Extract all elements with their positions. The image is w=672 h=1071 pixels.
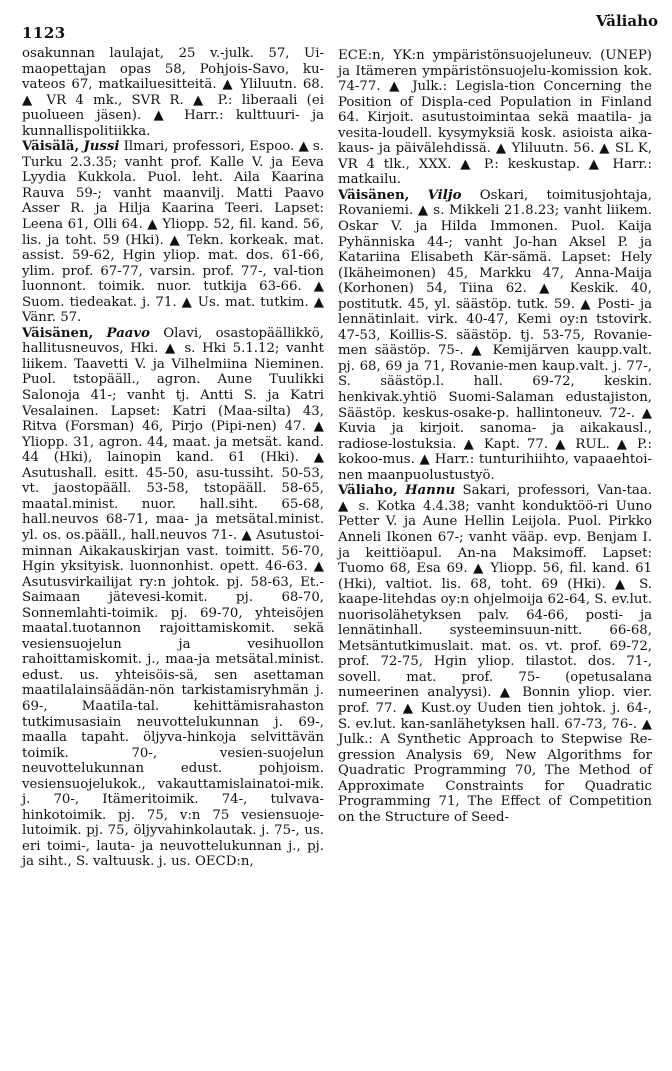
entry-valiaho-hannu xyxy=(338,483,652,825)
running-head: Väliaho xyxy=(595,12,658,30)
right-column xyxy=(338,48,652,825)
entry-callname: Hannu xyxy=(404,483,456,499)
entry-text: Sakari, professori, Van-taa. ▲ s. Kotka 4.4.38; vanht konduktöö-ri Uuno Petter V. ja Aune Hellin Leijola. Puol. Pirkko Anneli Ikonen 67-; vanht vääp. evp. Benjam I. ja keittiöapul. An-na Maksimoff. Lapset: Tuomo 68, Esa 69. ▲ Yliopp. 56, fil. kand. 61 (Hki), valtiot. lis. 68, toht. 69 (Hki). ▲ S. kaape-litehdas oy:n ohjelmoija 62-64, S. ev.lut. nuorisolähetyksen palv. 64-66, posti- ja lennätinhall. systeeminsuun-nitt. 66-68, Metsäntutkimuslait. mat. os. vt. prof. 69-72, prof. 72-75, Hgin yliop. tilastot. dos. 71-, sovell. mat. prof. 75- (opetusalana numeerinen analyysi). ▲ Bonnin yliop. vier. prof. 77. ▲ Kust.oy Uuden tien johtok. j. 64-, S. ev.lut. kan-sanlähetyksen hall. 67-73, 76-. ▲ Julk.: A Synthetic Approach to Stepwise Re-gression Analysis 69, New Algorithms for Quadratic Programming 70, The Method of Approximate Constraints for Quadratic Programming 71, The Effect of Competition on the Structure of Seed- xyxy=(338,483,653,825)
entry-vaisanen-viljo xyxy=(338,188,652,483)
entry-callname: Paavo xyxy=(106,325,151,341)
entry-surname: Väliaho, xyxy=(338,483,398,499)
left-column xyxy=(22,46,324,870)
entry-text: Ilmari, professori, Espoo. ▲ s. Turku 2.3.35; vanht prof. Kalle V. ja Eeva Lyydia Kukkola. Puol. leht. Aila Kaarina Rauva 59-; vanht maanvilj. Matti Paavo Asser R. ja Hilja Kaarina Teeri. Lapset: Leena 61, Olli 64. ▲ Yliopp. 52, fil. kand. 56, lis. ja toht. 59 (Hki). ▲ Tekn. korkeak. mat. assist. 59-62, Hgin yliop. mat. dos. 61-66, ylim. prof. 67-77, varsin. prof. 77-, val-tion luonnont. toimik. nuor. tutkija 63-66. ▲ Suom. tiedeakat. j. 71. ▲ Us. mat. tutkim. ▲ Vänr. 57. xyxy=(22,139,324,326)
entry-text: Olavi, osastopäällikkö, hallitusneuvos, Hki. ▲ s. Hki 5.1.12; vanht liikem. Taavetti V. ja Vilhelmiina Nieminen. Puol. tstopääll., agron. Aune Tuulikki Salonoja 41-; vanht tj. Antti S. ja Katri Vesalainen. Lapset: Katri (Maa-silta) 43, Ritva (Forsman) 46, Pirjo (Pipi-nen) 47. ▲ Yliopp. 31, agron. 44, maat. ja metsät. kand. 44 (Hki), lainopin kand. 61 (Hki). ▲ Asutushall. esitt. 45-50, asu-tussiht. 50-53, vt. jaostopääll. 53-58, tstopääll. 58-65, maatal.minist. nuor. hall.siht. 65-68, hall.neuvos 68-71, maa- ja metsätal.minist. yl. os. os.pääll., hall.neuvos 71-. ▲ Asutustoi-minnan Aikakauskirjan vast. toimitt. 56-70, Hgin yksityisk. luonnonhist. opett. 46-63. ▲ Asutusvirkailijat ry:n johtok. pj. 58-63, Et.-Saimaan jätevesi-komit. pj. 68-70, Sonnemlahti-toimik. pj. 69-70, yhteisöjen maatal.tuotannon rajoittamiskomit. sekä vesiensuojelun ja vesihuollon rahoittamiskomit. j., maa-ja metsätal.minist. edust. us. yhteisöis-sä, sen asettaman maatilalainsäädän-nön tarkistamisryhmän j. 69-, Maatila-tal. kehittämisrahaston tutkimusasiain neuvottelukunnan j. 69-, maalla tapaht. öljyva-hinkoja selvittävän toimik. 70-, vesien-suojelun neuvottelukunnan edust. pohjoism. vesiensuojelukok., vakauttamislainatoi-mik. j. 70-, Itämeritoimik. 74-, tulvava-hinkotoimik. pj. 75, v:n 75 vesiensuoje-lutoimik. pj. 75, öljyvahinkolautak. j. 75-, us. eri toimi-, lauta- ja neuvottelukunnan j., pj. ja siht., S. valtuusk. j. us. OECD:n, xyxy=(22,325,324,870)
entry-vaisanen-paavo xyxy=(22,326,324,870)
continuation-paragraph: osakunnan laulajat, 25 v.-julk. 57, Ui-maopettajan opas 58, Pohjois-Savo, ku-vateos 67, matkailuesitteitä. ▲ Yliluutn. 68. ▲ VR 4 mk., SVR R. ▲ P.: liberaali (ei puolueen jäsen). ▲ Harr.: kulttuuri- ja kunnallispolitiikka. xyxy=(22,46,324,139)
entry-callname: Viljo xyxy=(427,187,462,203)
entry-surname: Väisälä, xyxy=(22,139,80,155)
entry-surname: Väisänen, xyxy=(22,325,94,341)
entry-text: Oskari, toimitusjohtaja, Rovaniemi. ▲ s. Mikkeli 21.8.23; vanht liikem. Oskar V. ja Hilda Immonen. Puol. Kaija Pyhänniska 44-; vanht Jo-han Aksel P. ja Katariina Elisabeth Kär-sämä. Lapset: Hely (Ikäheimonen) 45, Markku 47, Anna-Maija (Korhonen) 54, Tiina 62. ▲ Keskik. 40, postitutk. 45, yl. säästöp. tutk. 59. ▲ Posti- ja lennätinlait. virk. 40-47, Kemi oy:n tstovirk. 47-53, Koillis-S. säästöp. tj. 53-75, Rovanie-men säästöp. 75-. ▲ Kemijärven kaupp.valt. pj. 68, 69 ja 71, Rovanie-men kaup.valt. j. 77-, S. säästöp.l. hall. 69-72, keskin. henkivak.yhtiö Suomi-Salaman edustajiston, Säästöp. keskus-osake-p. hallintoneuv. 72-. ▲ Kuvia ja kirjoit. sanoma- ja aikakausl., radiose-lostuksia. ▲ Kapt. 77. ▲ RUL. ▲ P.: kokoo-mus. ▲ Harr.: tunturihiihto, vapaaehtoi-nen maanpuolustustyö. xyxy=(338,187,652,483)
entry-surname: Väisänen, xyxy=(338,187,410,203)
entry-vaisala-jussi xyxy=(22,139,324,326)
continuation-paragraph: ECE:n, YK:n ympäristönsuojeluneuv. (UNEP) ja Itämeren ympäristönsuojelu-komission kok. 74-77. ▲ Julk.: Legisla-tion Concerning the Position of Displa-ced Population in Finland 64. Kirjoit. asutustoimintaa sekä maatila- ja vesita-loudell. kysymyksiä kosk. asioista aika-kaus- ja päivälehdissä. ▲ Yliluutn. 56. ▲ SL K, VR 4 tlk., XXX. ▲ P.: keskustap. ▲ Harr.: matkailu. xyxy=(338,48,652,188)
entry-callname: Jussi xyxy=(83,139,120,155)
page-number: 1123 xyxy=(22,24,66,42)
